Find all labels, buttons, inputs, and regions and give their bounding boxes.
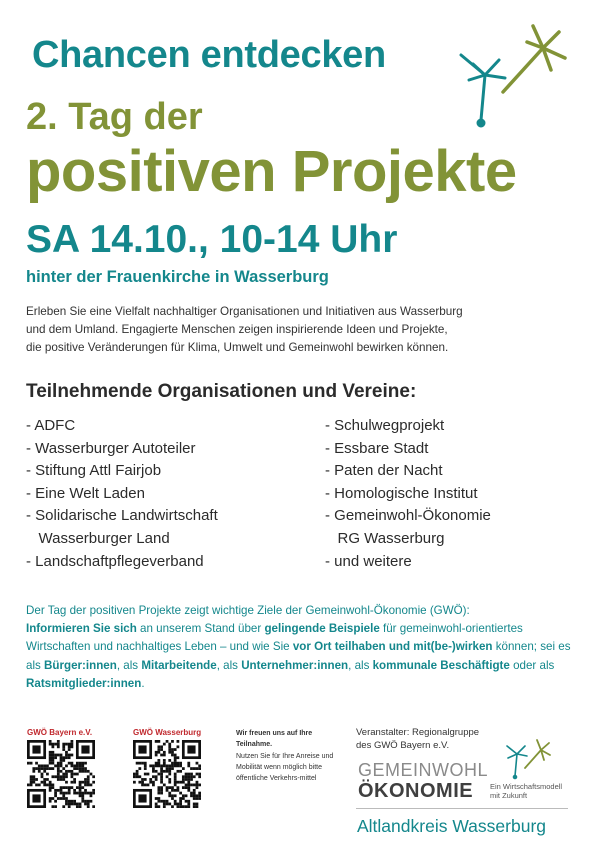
- gwo-text: können; sei es als: [26, 640, 571, 672]
- list-item: - Wasserburger Autoteiler: [26, 439, 196, 457]
- gwo-text: , als: [216, 658, 242, 672]
- logo-oekonomie: ÖKONOMIE: [358, 780, 474, 802]
- headline-chancen: Chancen entdecken: [32, 34, 386, 76]
- event-location: hinter der Frauenkirche in Wasserburg: [26, 268, 329, 286]
- list-item: - Solidarische Landwirtschaft: [26, 507, 218, 525]
- qr-label-bayern: GWÖ Bayern e.V.: [27, 728, 93, 737]
- gwo-bold: kommunale Beschäftigte: [372, 658, 510, 672]
- organizer-line: Veranstalter: Regionalgruppe: [356, 727, 480, 738]
- qr-code-icon[interactable]: [133, 740, 201, 808]
- gwo-text: , als: [116, 658, 142, 672]
- thanks-text: Nutzen Sie für Ihre Anreise und Mobilität wenn möglich bitte öffentliche Verkehrs-mittel: [236, 752, 334, 783]
- gwo-bold: Mitarbeitende: [141, 658, 217, 672]
- gwo-text: an unserem Stand über: [136, 622, 265, 636]
- list-item: - Eine Welt Laden: [26, 484, 145, 502]
- event-date: SA 14.10., 10-14 Uhr: [26, 218, 398, 261]
- gwo-text: oder als: [509, 658, 555, 672]
- list-item: - Paten der Nacht: [325, 462, 443, 480]
- list-item: - Schulwegprojekt: [325, 417, 445, 434]
- gwo-text: für gemeinwohl-orientiertes Wirtschaften und nachhaltiges Leben – und wie Sie: [26, 622, 523, 654]
- intro-line: die positive Veränderungen für Klima, Umwelt und Gemeinwohl bewirken können.: [26, 341, 449, 354]
- intro-line: Erleben Sie eine Vielfalt nachhaltiger Organisationen und Initiativen aus Wasserburg: [26, 305, 463, 318]
- list-item: - Landschaftpflegeverband: [26, 552, 204, 570]
- intro-line: und dem Umland. Engagierte Menschen zeigen inspirierende Ideen und Projekte,: [26, 323, 448, 336]
- list-item: - Homologische Institut: [325, 484, 478, 502]
- list-item: Wasserburger Land: [26, 529, 170, 547]
- organizer-line: des GWÖ Bayern e.V.: [356, 739, 450, 751]
- gwo-bold: Ratsmitglieder:innen: [26, 676, 142, 690]
- logo-gemeinwohl: GEMEINWOHL: [358, 760, 489, 780]
- gwo-bold: vor Ort teilhaben und mit(be-)wirken: [292, 640, 493, 654]
- intro-paragraph: [26, 303, 566, 357]
- gwo-body: [26, 620, 576, 693]
- list-item: - Essbare Stadt: [325, 439, 429, 457]
- thanks-note: [236, 728, 336, 784]
- qr-label-wasserburg: GWÖ Wasserburg: [133, 728, 202, 737]
- list-item: - Stiftung Attl Fairjob: [26, 462, 162, 480]
- organizer-note: [356, 727, 479, 752]
- gwo-bold: Bürger:innen: [44, 658, 117, 672]
- organisations-list-right: [325, 415, 585, 573]
- list-item: - ADFC: [26, 417, 76, 434]
- organisations-heading: Teilnehmende Organisationen und Vereine:: [26, 381, 417, 402]
- list-item: - Gemeinwohl-Ökonomie: [325, 507, 491, 525]
- headline-positiven-projekte: positiven Projekte: [26, 139, 517, 204]
- organisations-list-left: [26, 415, 316, 573]
- logo-subtitle-line: Ein Wirtschaftsmodell: [490, 782, 563, 791]
- thanks-heading: Wir freuen uns auf Ihre Teilnahme.: [236, 730, 313, 749]
- logo-region: Altlandkreis Wasserburg: [357, 816, 547, 836]
- logo-subtitle-line: mit Zukunft: [490, 790, 528, 800]
- headline-tag-der: 2. Tag der: [26, 96, 203, 138]
- gwo-bold: Informieren Sie sich: [26, 622, 137, 636]
- gwo-text: , als: [348, 658, 373, 672]
- logo-subtitle: [490, 783, 562, 800]
- list-item: RG Wasserburg: [325, 529, 445, 547]
- dandelion-logo-icon: [505, 738, 551, 780]
- gwo-bold: gelingende Beispiele: [264, 622, 380, 636]
- dandelion-logo-icon: [455, 20, 575, 130]
- gwo-bold: Unternehmer:innen: [241, 658, 349, 672]
- gwo-text: .: [141, 676, 145, 690]
- gwo-intro-line: Der Tag der positiven Projekte zeigt wichtige Ziele der Gemeinwohl-Ökonomie (GWÖ):: [26, 604, 470, 617]
- qr-code-icon[interactable]: [27, 740, 95, 808]
- gwo-paragraph: [26, 602, 576, 693]
- divider: [356, 808, 568, 809]
- list-item: - und weitere: [325, 552, 412, 570]
